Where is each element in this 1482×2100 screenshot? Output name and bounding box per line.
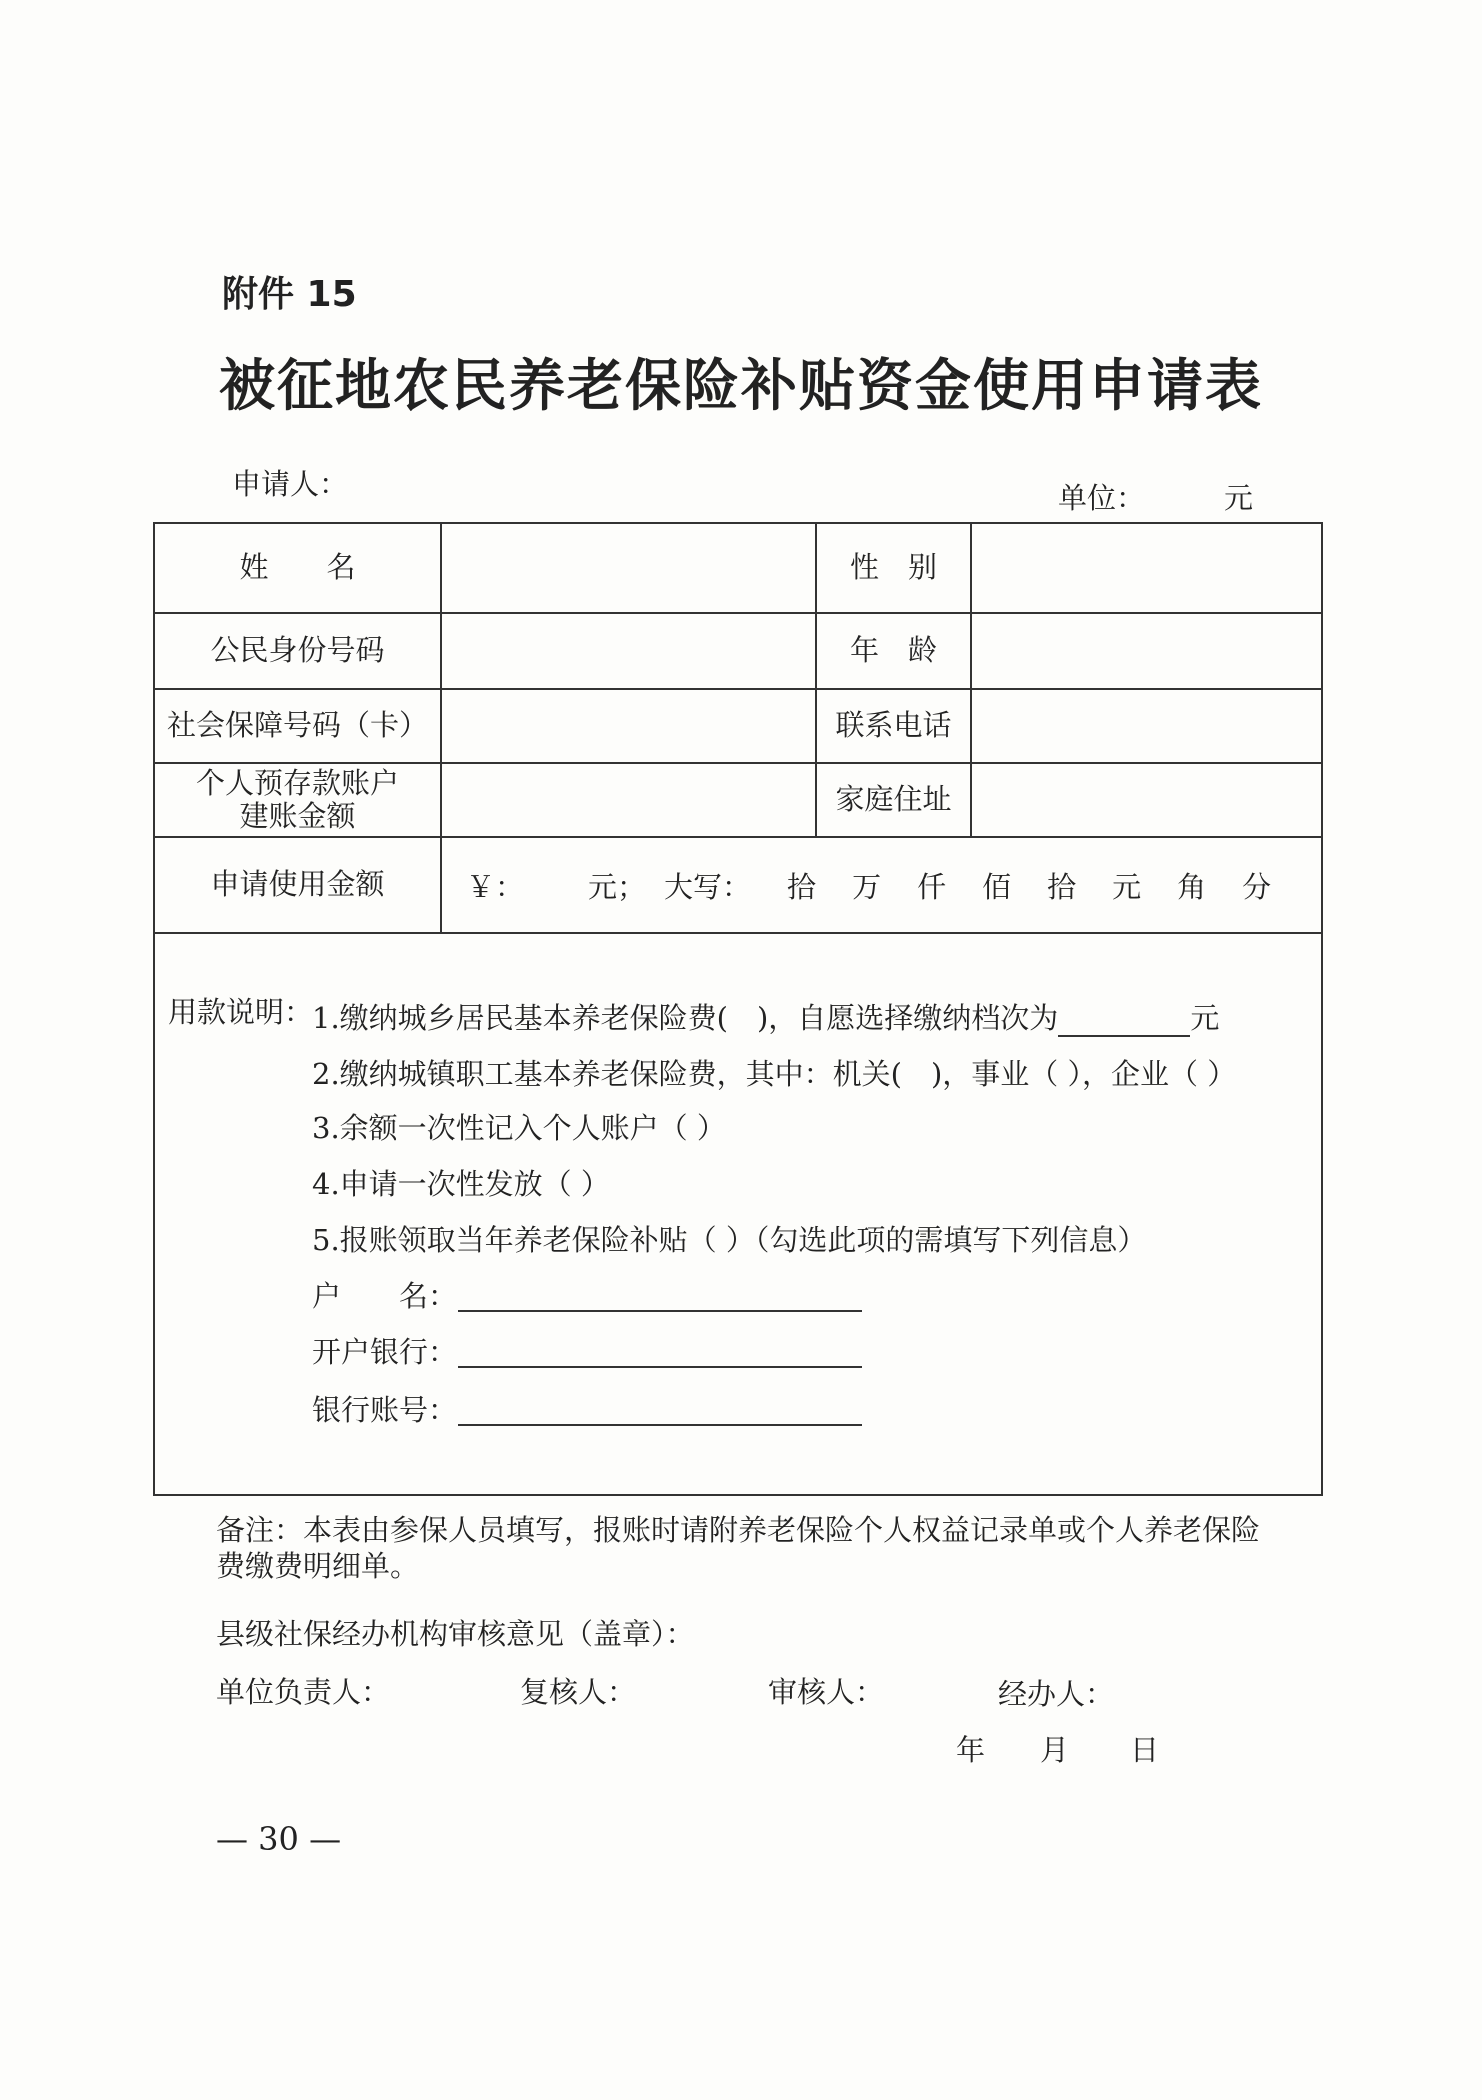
gender-label: 性 别: [849, 550, 937, 585]
account-name-field[interactable]: [458, 1280, 862, 1312]
name-field[interactable]: [442, 524, 814, 612]
amount-label: 申请使用金额: [210, 867, 385, 902]
attachment-label: 附件 15: [222, 274, 357, 315]
date-year: 年: [956, 1733, 986, 1767]
unit-shi2: 拾: [1047, 869, 1077, 904]
phone-field[interactable]: [972, 690, 1320, 762]
unit-yuan: 元: [1112, 869, 1142, 904]
unit-shi: 拾: [787, 869, 817, 904]
unit-wan: 万: [852, 869, 882, 904]
prepaid-account-label: 个人预存款账户 建账金额: [195, 765, 399, 833]
usage-item-1: [312, 996, 1219, 1037]
page-number: — 30 —: [216, 1820, 342, 1858]
date-day: 日: [1130, 1733, 1160, 1767]
age-label: 年 龄: [849, 633, 937, 668]
unit-value: 元: [1224, 481, 1254, 515]
social-security-field[interactable]: [442, 690, 814, 762]
amount-unit: 元；: [588, 869, 647, 904]
address-label: 家庭住址: [835, 782, 952, 817]
usage-item-5: 5.报账领取当年养老保险补贴（ ）（勾选此项的需填写下列信息）: [312, 1223, 1147, 1257]
page-title: 被征地农民养老保险补贴资金使用申请表: [219, 354, 1263, 419]
review-opinion-label: 县级社保经办机构审核意见（盖章）：: [216, 1617, 695, 1651]
unit-head-label: 单位负责人：: [216, 1675, 391, 1709]
phone-label: 联系电话: [835, 708, 952, 743]
usage-item-3: 3.余额一次性记入个人账户（ ）: [312, 1111, 726, 1145]
unit-label: 单位：: [1058, 481, 1146, 515]
usage-item-2: 2.缴纳城镇职工基本养老保险费，其中：机关( )，事业（ ），企业（ ）: [312, 1057, 1237, 1091]
account-number-label: 银行账号：: [312, 1393, 458, 1427]
amount-field[interactable]: [440, 838, 1320, 932]
name-label: 姓 名: [239, 550, 356, 585]
account-name-label: 户 名：: [312, 1279, 458, 1313]
note-line-1: 备注：本表由参保人员填写，报账时请附养老保险个人权益记录单或个人养老保险: [216, 1513, 1261, 1547]
address-field[interactable]: [972, 764, 1320, 836]
date-month: 月: [1040, 1733, 1070, 1767]
yuan-symbol: ￥：: [466, 869, 525, 904]
id-number-label: 公民身份号码: [210, 633, 385, 668]
contribution-level-field[interactable]: [1058, 1005, 1190, 1037]
account-number-field[interactable]: [458, 1394, 862, 1426]
rechecker-label: 复核人：: [520, 1675, 637, 1709]
gender-field[interactable]: [972, 524, 1320, 612]
bank-field[interactable]: [458, 1336, 862, 1368]
usage-item-1-suffix: 元: [1190, 1001, 1220, 1035]
unit-jiao: 角: [1177, 869, 1207, 904]
usage-label: 用款说明：: [168, 995, 314, 1029]
unit-qian: 仟: [917, 869, 947, 904]
usage-item-1-text: 1.缴纳城乡居民基本养老保险费( )，自愿选择缴纳档次为: [312, 1001, 1059, 1035]
usage-item-4: 4.申请一次性发放（ ）: [312, 1167, 610, 1201]
id-number-field[interactable]: [442, 614, 814, 688]
bank-label: 开户银行：: [312, 1335, 458, 1369]
unit-bai: 佰: [982, 869, 1012, 904]
capital-label: 大写：: [664, 869, 752, 904]
unit-fen: 分: [1242, 869, 1272, 904]
prepaid-account-field[interactable]: [442, 764, 814, 836]
handler-label: 经办人：: [998, 1677, 1115, 1711]
note-line-2: 费缴费明细单。: [216, 1549, 420, 1583]
age-field[interactable]: [972, 614, 1320, 688]
reviewer-label: 审核人：: [768, 1675, 885, 1709]
applicant-label: 申请人：: [232, 467, 349, 501]
social-security-label: 社会保障号码（卡）: [166, 708, 428, 743]
row-divider: [155, 932, 1321, 934]
